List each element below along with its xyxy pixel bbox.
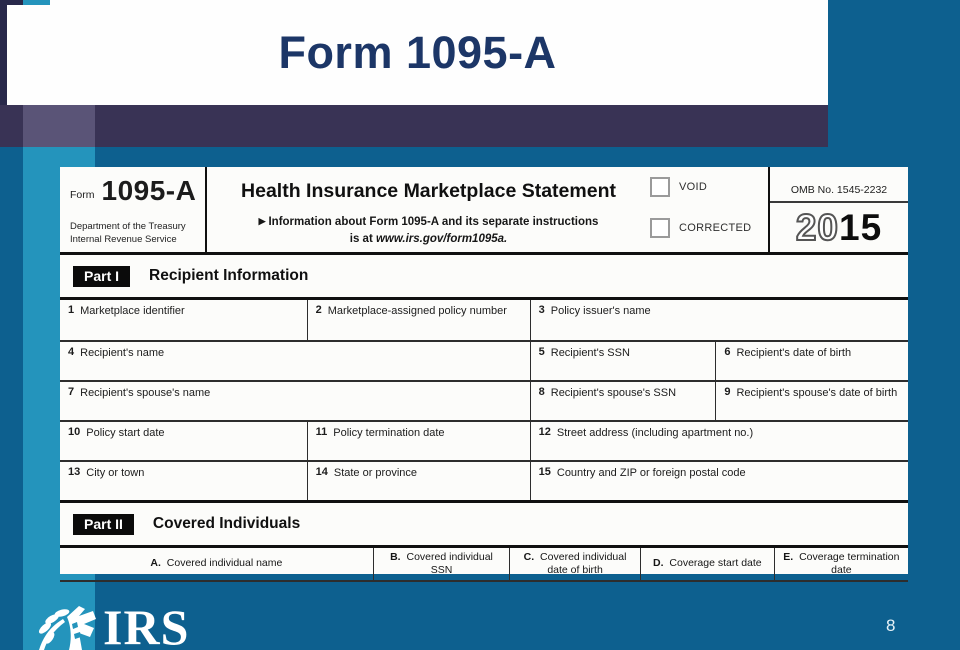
field-cell — [531, 422, 908, 460]
agency-lines — [70, 221, 199, 246]
form-title-area — [207, 167, 768, 252]
field-number: 9 — [724, 386, 731, 398]
part2-bar — [60, 503, 908, 545]
form-number: 1095-A — [101, 175, 197, 206]
table-row — [60, 460, 908, 500]
field-label: Country and ZIP or foreign postal code — [556, 466, 746, 479]
irs-logo — [36, 599, 190, 650]
field-number: 2 — [315, 304, 322, 316]
left-dark-column — [0, 0, 7, 105]
column-header-label: C. Covered individual date of birth — [523, 550, 627, 576]
field-number: 14 — [315, 466, 328, 478]
field-label: State or province — [333, 466, 418, 479]
field-number: 12 — [538, 426, 551, 438]
form-word: Form — [70, 189, 95, 201]
field-number: 15 — [538, 466, 551, 478]
tax-year-outline: 20 — [795, 207, 839, 248]
agency-line-2: Internal Revenue Service — [70, 233, 177, 245]
field-label: Recipient's date of birth — [736, 346, 852, 359]
field-cell — [531, 462, 908, 500]
part1-bar — [60, 255, 908, 297]
irs-eagle-icon — [36, 604, 98, 650]
column-header — [60, 548, 374, 580]
field-number: 7 — [68, 386, 75, 398]
field-label: Policy termination date — [333, 426, 445, 439]
field-label: Marketplace identifier — [80, 304, 185, 317]
form-subtitle-line2 — [259, 231, 599, 248]
field-label: Recipient's spouse's name — [80, 386, 211, 399]
field-cell — [60, 382, 531, 420]
field-cell — [716, 342, 908, 380]
column-header-label: E. Coverage termination date — [783, 550, 900, 576]
field-label: Recipient's spouse's SSN — [550, 386, 677, 399]
column-header — [641, 548, 775, 580]
part1-title: Recipient Information — [149, 267, 309, 284]
navy-band — [0, 105, 828, 147]
field-cell — [531, 342, 717, 380]
field-number: 13 — [68, 466, 81, 478]
field-label: Marketplace-assigned policy number — [327, 304, 507, 317]
part2-table — [60, 545, 908, 582]
field-label: Street address (including apartment no.) — [556, 426, 754, 439]
field-label: Policy start date — [86, 426, 165, 439]
field-number: 5 — [538, 346, 545, 358]
top-notch-dark — [0, 0, 23, 5]
column-header — [374, 548, 511, 580]
omb-number: OMB No. 1545-2232 — [770, 167, 908, 203]
form-1095a-image — [60, 167, 908, 574]
corrected-label: CORRECTED — [679, 222, 752, 234]
slide-title-band — [7, 0, 828, 105]
void-label: VOID — [679, 181, 708, 193]
irs-logo-text: IRS — [103, 599, 190, 650]
void-checkbox[interactable] — [650, 177, 670, 197]
field-cell — [531, 300, 908, 340]
part2-title: Covered Individuals — [152, 515, 301, 532]
field-number: 3 — [538, 304, 545, 316]
form-checkboxes — [650, 167, 768, 252]
field-number: 11 — [315, 426, 328, 438]
corrected-checkbox[interactable] — [650, 218, 670, 238]
field-number: 6 — [724, 346, 731, 358]
part2-badge: Part II — [73, 514, 134, 535]
field-cell — [308, 300, 531, 340]
tax-year-solid: 15 — [839, 207, 883, 248]
corrected-row — [650, 218, 768, 238]
field-label: Recipient's spouse's date of birth — [736, 386, 898, 399]
form-subtitle — [259, 214, 599, 247]
field-number: 1 — [68, 304, 75, 316]
field-label: Recipient's name — [80, 346, 165, 359]
column-header — [510, 548, 641, 580]
column-header — [775, 548, 908, 580]
page-number: 8 — [886, 616, 896, 635]
field-number: 4 — [68, 346, 75, 358]
field-cell — [60, 300, 308, 340]
form-subtitle-line1 — [259, 214, 599, 231]
field-cell — [716, 382, 908, 420]
field-cell — [531, 382, 717, 420]
page-title: Form 1095-A — [278, 26, 557, 78]
omb-year-block — [768, 167, 908, 252]
form-number-line — [70, 177, 199, 205]
field-cell — [60, 462, 308, 500]
field-number: 10 — [68, 426, 81, 438]
field-number: 8 — [538, 386, 545, 398]
navy-band-highlight — [23, 105, 95, 147]
field-label: Policy issuer's name — [550, 304, 651, 317]
form-subtitle-prefix: is at — [349, 232, 376, 245]
column-header-label: D. Coverage start date — [653, 557, 762, 570]
tax-year — [770, 203, 908, 252]
table-row — [60, 380, 908, 420]
form-title-block — [207, 167, 650, 252]
pointer-arrow-icon: ▶ — [258, 216, 266, 226]
table-row — [60, 420, 908, 460]
top-notch-teal — [23, 0, 50, 5]
column-header-label: A. Covered individual name — [150, 557, 283, 570]
form-url: www.irs.gov/form1095a. — [375, 232, 508, 245]
field-cell — [60, 342, 531, 380]
agency-line-1: Department of the Treasury — [70, 221, 186, 233]
field-cell — [308, 422, 531, 460]
form-title: Health Insurance Marketplace Statement — [241, 180, 616, 202]
part1-badge: Part I — [73, 266, 130, 287]
form-subtitle-text: Information about Form 1095-A and its separate instructions — [268, 216, 599, 228]
field-label: City or town — [86, 466, 145, 479]
part1-table — [60, 297, 908, 503]
form-number-block — [60, 167, 207, 252]
field-label: Recipient's SSN — [550, 346, 630, 359]
table-row — [60, 300, 908, 340]
field-cell — [60, 422, 308, 460]
table-row — [60, 340, 908, 380]
column-header-label: B. Covered individual SSN — [390, 550, 493, 576]
void-row — [650, 177, 768, 197]
form-header — [60, 167, 908, 255]
field-cell — [308, 462, 531, 500]
